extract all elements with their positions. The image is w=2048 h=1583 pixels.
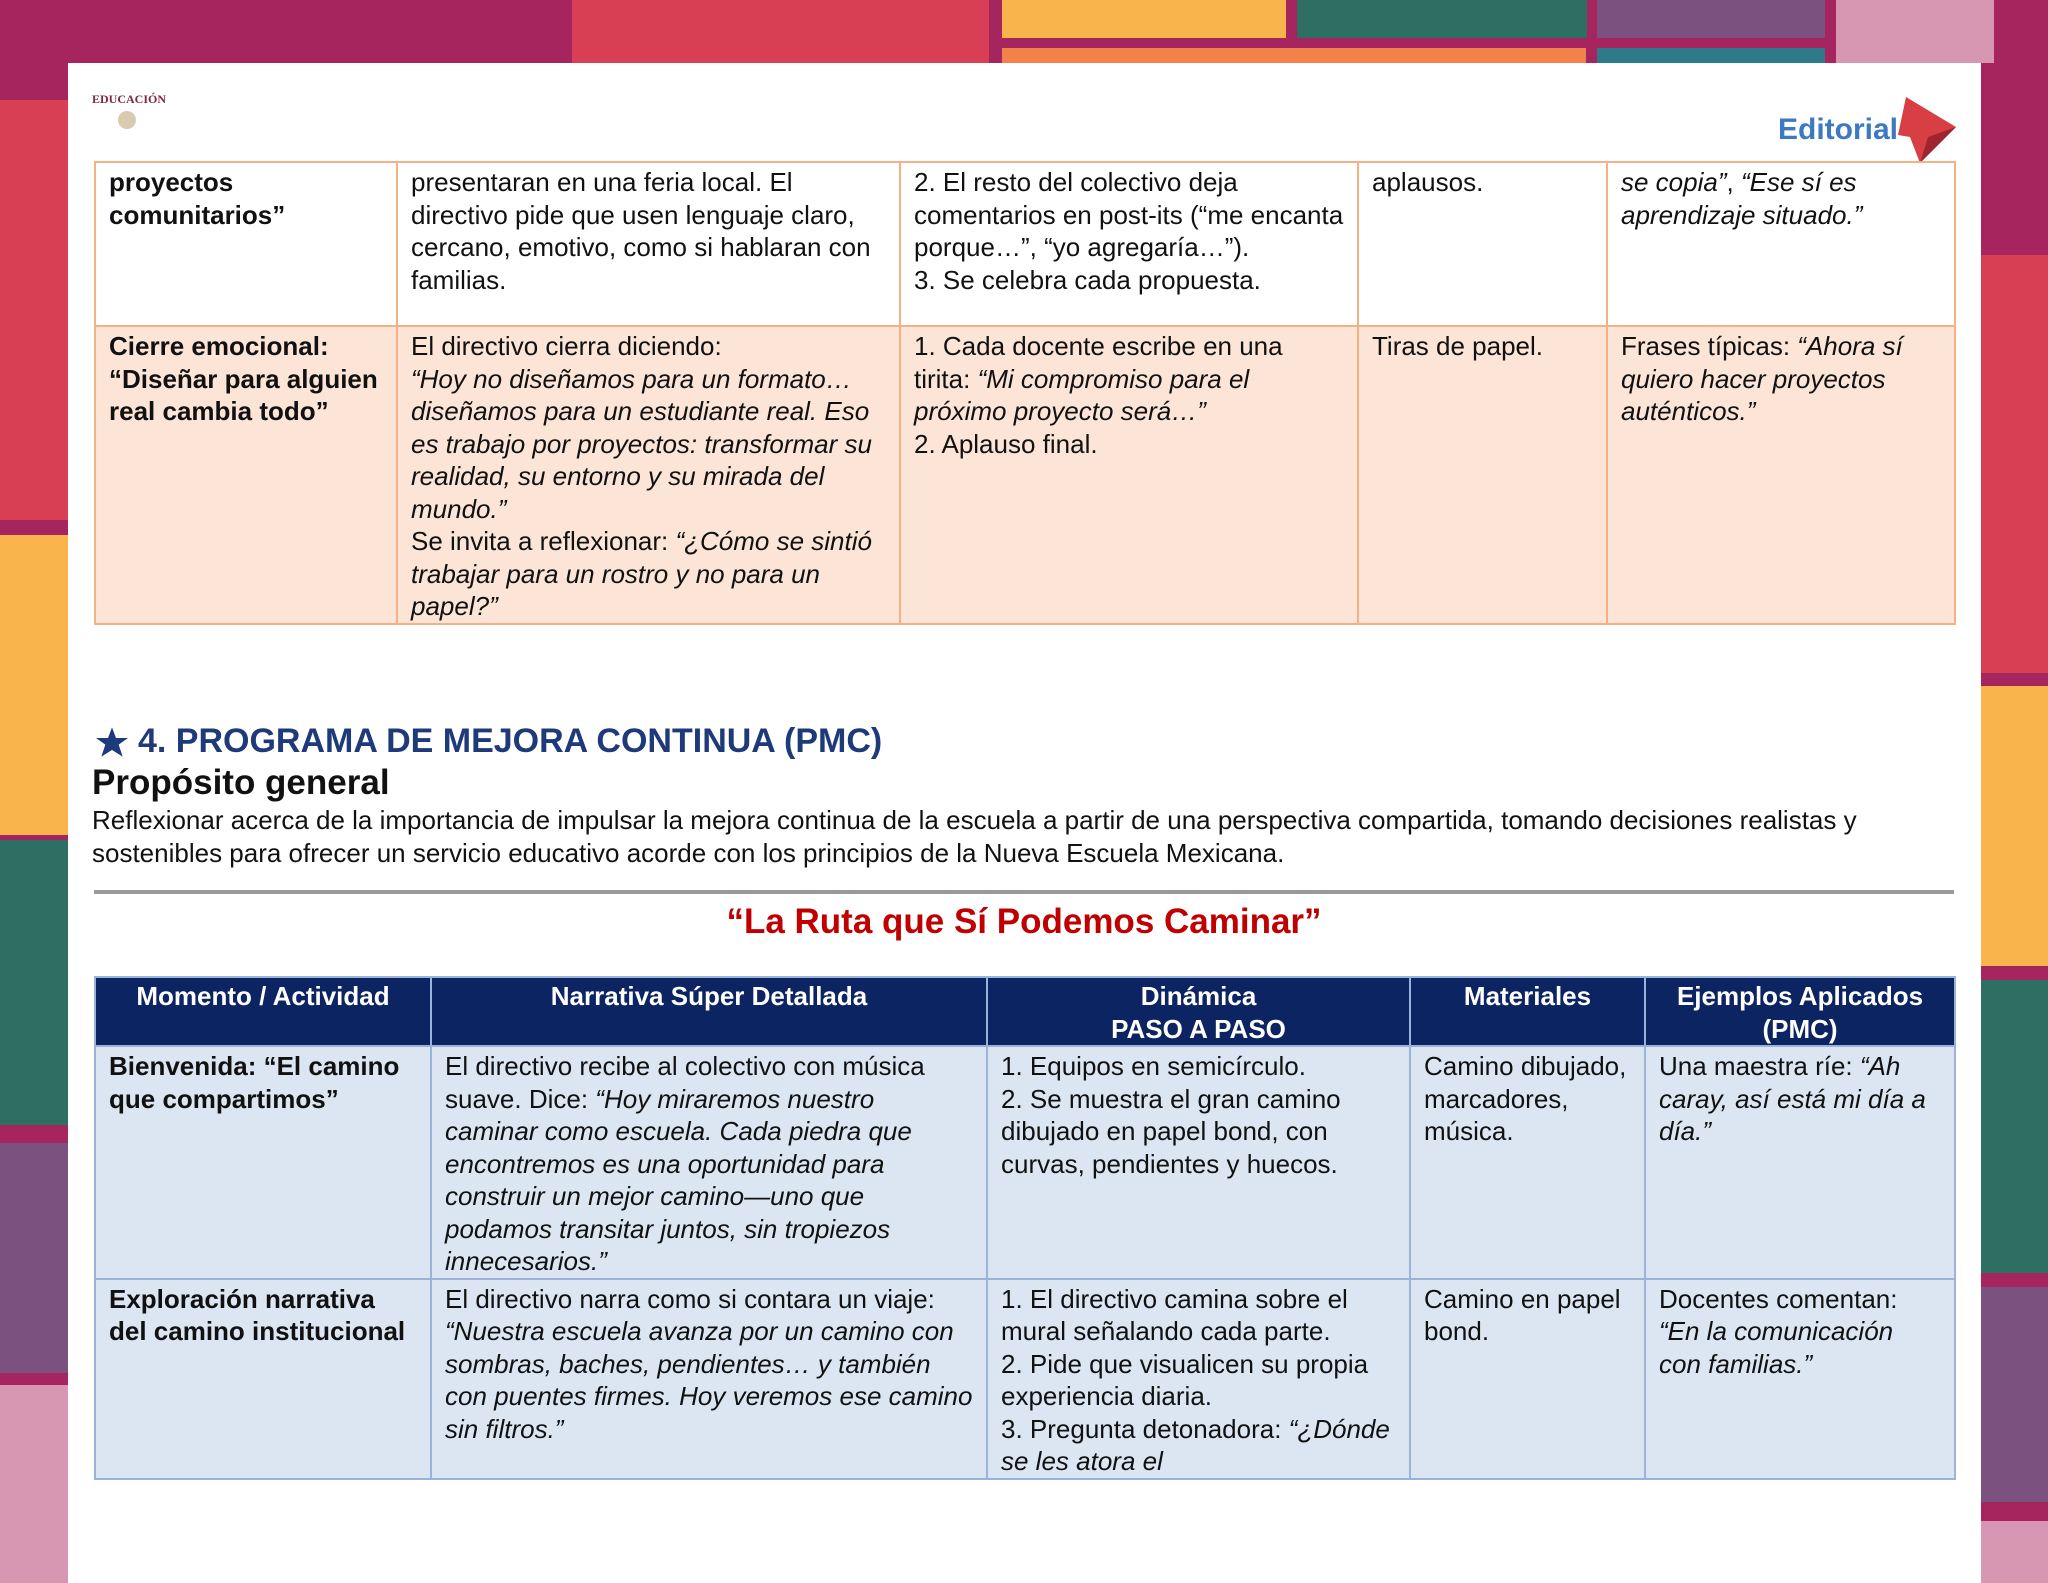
cell-examples: Docentes comentan: “En la comunicación con familias.” <box>1645 1279 1955 1479</box>
editorial-md-logo <box>1778 100 1958 160</box>
divider <box>94 890 1954 894</box>
left-strip-teal <box>0 840 68 1125</box>
md-mark-icon <box>1898 97 1958 163</box>
star-icon <box>96 727 128 757</box>
cell-examples: Frases típicas: “Ahora sí quiero hacer proyectos auténticos.” <box>1607 326 1955 624</box>
band-blue <box>1597 48 1825 63</box>
table-header <box>95 977 1955 1046</box>
header-materials: Materiales <box>1410 977 1645 1046</box>
header-moment: Momento / Actividad <box>95 977 431 1046</box>
activity-table-continued <box>94 161 1956 625</box>
left-strip-purple <box>0 1143 68 1373</box>
left-strip-pink <box>0 1385 68 1583</box>
right-strip-yellow <box>1981 686 2048 966</box>
cell-moment: proyectos comunitarios” <box>95 162 397 326</box>
cell-materials: aplausos. <box>1358 162 1607 326</box>
purpose-heading: Propósito general <box>92 763 390 802</box>
band-purple <box>1597 0 1825 38</box>
right-strip-pink <box>1981 1521 2048 1583</box>
header-examples: Ejemplos Aplicados (PMC) <box>1645 977 1955 1046</box>
cell-narrative: El directivo narra como si contara un viaje: “Nuestra escuela avanza por un camino con sombras, baches, pendientes… y también con puentes firmes. Hoy veremos ese camino sin filtros.” <box>431 1279 987 1479</box>
cell-dynamic: 2. El resto del colectivo deja comentarios en post-its (“me encanta porque…”, “yo agregaría…”). 3. Se celebra cada propuesta. <box>900 162 1358 326</box>
left-strip-red <box>0 100 68 520</box>
section-heading: 4. PROGRAMA DE MEJORA CONTINUA (PMC) <box>96 722 882 761</box>
cell-narrative: presentaran en una feria local. El directivo pide que usen lenguaje claro, cercano, emotivo, como si hablaran con familias. <box>397 162 900 326</box>
cell-moment: Bienvenida: “El camino que compartimos” <box>95 1046 431 1279</box>
table-row <box>95 1279 1955 1479</box>
band-magenta <box>0 0 555 63</box>
cell-examples: Una maestra ríe: “Ah caray, así está mi día a día.” <box>1645 1046 1955 1279</box>
cell-materials: Tiras de papel. <box>1358 326 1607 624</box>
left-strip-yellow <box>0 535 68 835</box>
right-strip-red <box>1981 255 2048 673</box>
band-teal <box>1297 0 1587 38</box>
right-strip-teal <box>1981 980 2048 1273</box>
pmc-activity-table <box>94 976 1956 1480</box>
cell-examples: se copia”, “Ese sí es aprendizaje situado.” <box>1607 162 1955 326</box>
table-row <box>95 162 1955 326</box>
header-narrative: Narrativa Súper Detallada <box>431 977 987 1046</box>
editorial-text: Editorial <box>1778 113 1899 146</box>
cell-moment: Cierre emocional: “Diseñar para alguien real cambia todo” <box>95 326 397 624</box>
purpose-paragraph: Reflexionar acerca de la importancia de impulsar la mejora continua de la escuela a partir de una perspectiva compartida, tomando decisiones realistas y sostenibles para ofrecer un servicio educativo acorde con los principios de la Nueva Escuela Mexicana. <box>92 805 1857 868</box>
cell-materials: Camino en papel bond. <box>1410 1279 1645 1479</box>
educacion-logo: EDUCACIÓN <box>92 92 167 106</box>
table-row <box>95 1046 1955 1279</box>
seal-icon <box>118 111 136 129</box>
cell-dynamic: 1. Equipos en semicírculo. 2. Se muestra el gran camino dibujado en papel bond, con curvas, pendientes y huecos. <box>987 1046 1410 1279</box>
right-strip-purple <box>1981 1287 2048 1502</box>
cell-dynamic: 1. El directivo camina sobre el mural señalando cada parte. 2. Pide que visualicen su propia experiencia diaria. 3. Pregunta detonadora: “¿Dónde se les atora el <box>987 1279 1410 1479</box>
band-yellow <box>1002 0 1286 38</box>
activity-title: “La Ruta que Sí Podemos Caminar” <box>726 902 1322 941</box>
band-orange <box>1002 48 1586 63</box>
band-red <box>572 0 989 63</box>
cell-materials: Camino dibujado, marcadores, música. <box>1410 1046 1645 1279</box>
table-row <box>95 326 1955 624</box>
cell-dynamic: 1. Cada docente escribe en una tirita: “Mi compromiso para el próximo proyecto será…” 2. Aplauso final. <box>900 326 1358 624</box>
cell-moment: Exploración narrativa del camino institucional <box>95 1279 431 1479</box>
cell-narrative: El directivo cierra diciendo: “Hoy no diseñamos para un formato… diseñamos para un estudiante real. Eso es trabajo por proyectos: transformar su realidad, su entorno y su mirada del mundo.” Se invita a reflexionar: “¿Cómo se sintió trabajar para un rostro y no para un papel?” <box>397 326 900 624</box>
header-dynamic: Dinámica PASO A PASO <box>987 977 1410 1046</box>
cell-narrative: El directivo recibe al colectivo con música suave. Dice: “Hoy miraremos nuestro caminar como escuela. Cada piedra que encontremos es una oportunidad para construir un mejor camino—uno que podamos transitar juntos, sin tropiezos innecesarios.” <box>431 1046 987 1279</box>
band-pink <box>1836 0 1994 63</box>
